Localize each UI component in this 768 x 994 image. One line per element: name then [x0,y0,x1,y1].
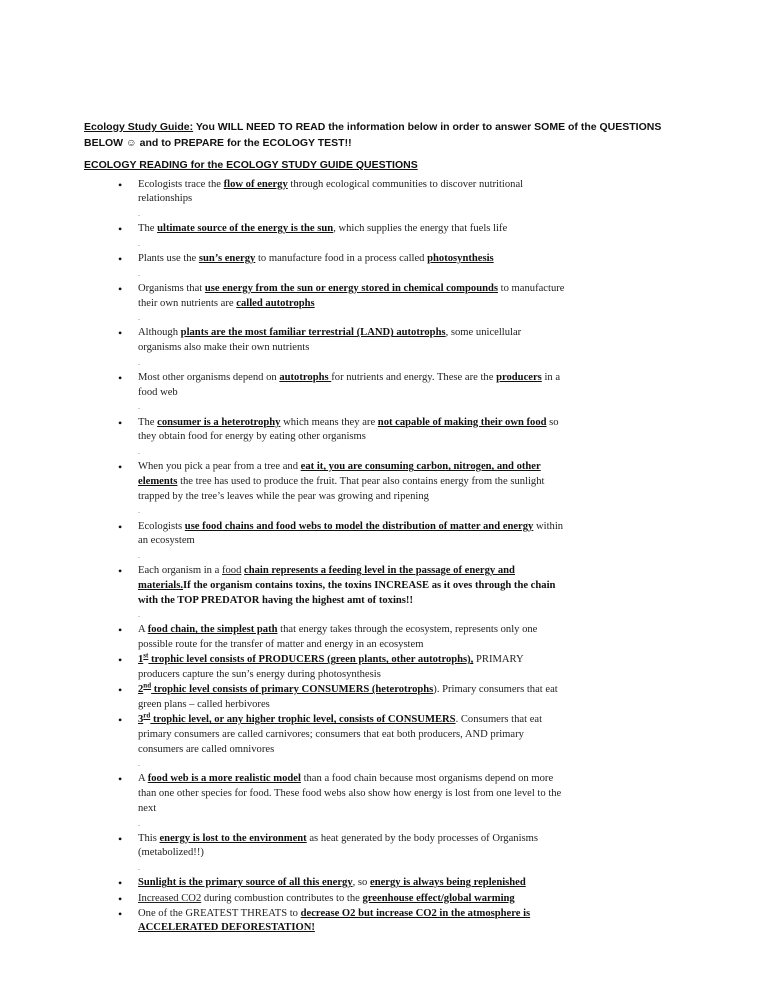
text-segment: so they obtain food for energy by eating other organisms [138,416,559,443]
separator-dot: . [138,238,140,248]
emphasized-text: nd [143,681,152,690]
emphasized-text: food [221,565,242,577]
text-segment: which means they are [280,416,378,428]
emphasized-text: If the organism contains toxins, the toxins INCREASE as it oves through the chain with the TOP PREDATOR having the highest amt of toxins!! [138,579,556,606]
list-item [118,416,566,460]
list-item [118,178,566,222]
list-item [118,326,566,370]
text-segment: PRIMARY producers capture the sun’s energy during photosynthesis [138,654,524,681]
emphasized-text: ultimate source of the energy is the sun [157,223,334,235]
list-item [118,876,566,891]
text-segment: ). Primary consumers that eat green plans – called herbivores [138,684,558,710]
text-segment: Organisms that [138,282,205,294]
text-segment: A [138,624,148,636]
heading-instructions: You WILL NEED TO READ the information below in order to answer SOME of the QUESTIONS BELOW ☺ and to PREPARE for the ECOLOGY TEST!! [84,121,662,149]
list-item [118,252,566,281]
text-segment: , which supplies the energy that fuels life [333,223,508,235]
emphasized-text: st [143,651,149,660]
emphasized-text: use food chains and food webs to model the distribution of matter and energy [184,520,534,532]
emphasized-text: Increased CO2 [138,892,202,904]
text-segment: as heat generated by the body processes of Organisms (metabolized!!) [138,832,539,859]
emphasized-text: Sunlight is the primary source of all this energy [138,877,353,889]
text-segment: for nutrients and energy. These are the [331,372,497,384]
separator-dot: . [138,402,140,412]
emphasized-text: trophic level, or any higher trophic level, consists of CONSUMERS [150,714,456,726]
emphasized-text: plants are the most familiar terrestrial (LAND) autotrophs [180,327,446,339]
emphasized-text: 1 [138,654,144,666]
separator-dot: . [138,268,140,278]
list-item [118,772,566,831]
list-item [118,371,566,415]
emphasized-text: chain represents a feeding level in the passage of energy and materials. [138,565,515,591]
emphasized-text: 3 [138,714,144,726]
text-segment: through ecological communities to discover nutritional relationships [138,178,524,205]
text-segment: A [138,773,148,785]
list-item [118,460,566,519]
emphasized-text: trophic level consists of PRODUCERS (green plants, other autotrophs), [148,654,474,666]
text-segment: to manufacture food in a process called [255,252,428,264]
list-item [118,832,566,876]
separator-dot: . [138,506,140,516]
text-segment: during combustion contributes to the [201,892,363,904]
separator-dot: . [138,863,140,873]
text-segment: This [138,832,160,844]
list-item [118,907,566,936]
text-segment: than a food chain because most organisms depend on more than one other species for food. These food webs also show how energy is lost from one level to the next [138,773,562,814]
text-segment: , so [352,877,370,889]
emphasized-text: 2 [138,684,144,696]
emphasized-text: not capable of making their own food [377,416,547,428]
emphasized-text: consumer is a heterotrophy [157,416,281,428]
emphasized-text: energy is always being replenished [370,877,526,889]
text-segment: within an ecosystem [138,520,564,547]
text-segment: Ecologists [138,520,185,532]
reading-bullet-list [118,177,566,936]
list-item [118,713,566,772]
text-segment: the tree has used to produce the fruit. That pear also contains energy from the sunlight trapped by the tree’s leaves while the pear was growing and ripening [138,475,545,502]
list-item [118,892,566,907]
emphasized-text: trophic level consists of primary CONSUMERS (heterotrophs [151,684,434,696]
text-segment: in a food web [138,372,561,398]
text-segment: to manufacture their own nutrients are [138,282,565,309]
emphasized-text: eat it, you are consuming carbon, nitrogen, and other elements [138,461,541,487]
separator-dot: . [138,759,140,769]
separator-dot: . [138,357,140,367]
emphasized-text: food chain, the simplest path [147,624,278,636]
emphasized-text: food web is a more realistic model [147,773,301,785]
emphasized-text: rd [143,711,151,720]
heading-title: Ecology Study Guide: [84,121,194,133]
reading-section-title: ECOLOGY READING for the ECOLOGY STUDY GUIDE QUESTIONS [84,159,418,171]
list-item [118,282,566,326]
separator-dot: . [138,610,140,620]
study-guide-heading [84,119,684,151]
emphasized-text: autotrophs [279,372,332,384]
emphasized-text: greenhouse effect/global warming [362,892,515,904]
emphasized-text: decrease O2 but increase CO2 in the atmosphere is ACCELERATED DEFORESTATION! [138,907,531,934]
emphasized-text: use energy from the sun or energy stored in chemical compounds [204,282,498,294]
emphasized-text: flow of energy [223,178,288,190]
text-segment: One of the GREATEST THREATS to [138,907,301,919]
emphasized-text: called autotrophs [236,297,315,309]
text-segment: Each organism in a [138,565,222,577]
text-segment: Most other organisms depend on [138,372,280,384]
text-segment: Although [138,327,181,339]
text-segment: The [138,223,158,235]
separator-dot: . [138,447,140,457]
list-item [118,623,566,652]
text-segment: , some unicellular organisms also make their own nutrients [138,327,522,354]
list-item [118,222,566,251]
emphasized-text: energy is lost to the environment [159,832,307,844]
separator-dot: . [138,208,140,218]
text-segment: The [138,416,158,428]
text-segment: Ecologists trace the [138,178,224,190]
separator-dot: . [138,818,140,828]
text-segment: that energy takes through the ecosystem, represents only one possible route for the transfer of matter and energy in an ecosystem [138,624,538,651]
list-item [118,564,566,623]
separator-dot: . [138,313,140,323]
list-item [118,520,566,564]
text-segment: . Consumers that eat primary consumers are called carnivores; consumers that eat both producers, AND primary consumers are called omnivores [138,714,543,755]
text-segment: Plants use the [138,252,199,264]
emphasized-text: sun’s energy [198,252,256,264]
list-item [118,683,566,712]
separator-dot: . [138,550,140,560]
list-item [118,653,566,682]
emphasized-text: producers [496,372,542,384]
text-segment: When you pick a pear from a tree and [138,461,301,473]
emphasized-text: photosynthesis [427,252,494,264]
